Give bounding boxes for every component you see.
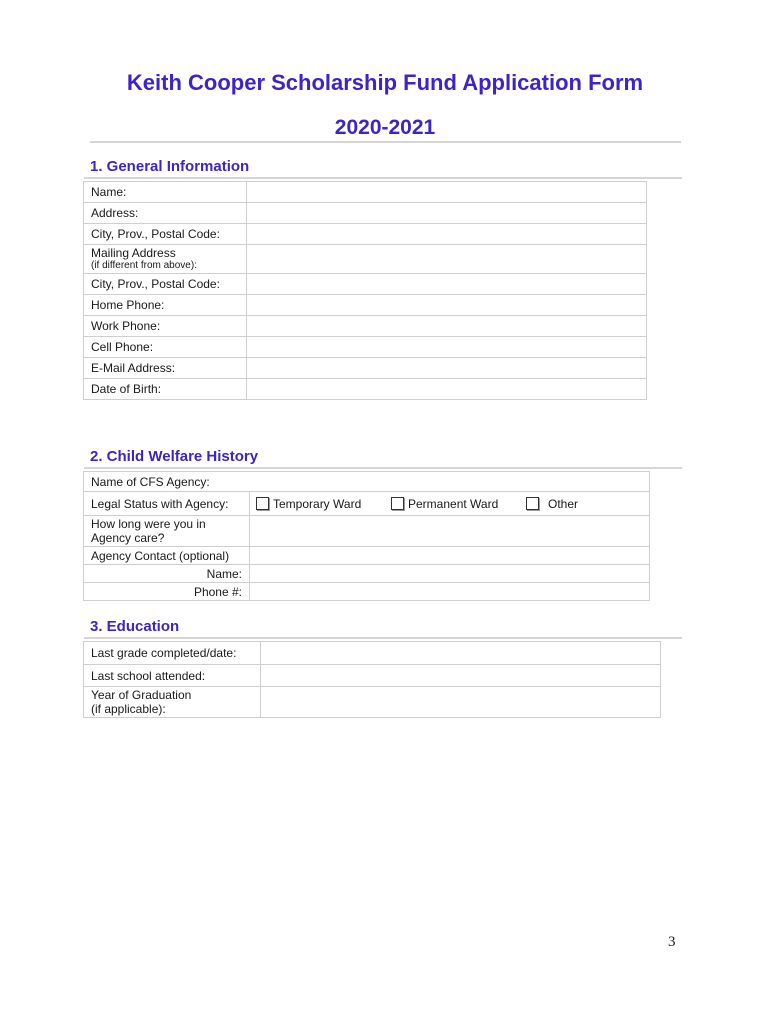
table-row bbox=[84, 583, 650, 601]
contact-phone-field[interactable] bbox=[250, 583, 650, 601]
graduation-year-field[interactable] bbox=[261, 687, 661, 718]
table-row bbox=[84, 203, 647, 224]
contact-name-field[interactable] bbox=[250, 565, 650, 583]
form-title: Keith Cooper Scholarship Fund Application Form bbox=[126, 70, 644, 95]
section-heading-welfare: 2. Child Welfare History bbox=[90, 448, 259, 465]
date-of-birth-field[interactable] bbox=[247, 379, 647, 400]
agency-contact-field[interactable] bbox=[250, 547, 650, 565]
section-divider-welfare bbox=[84, 467, 682, 469]
option-label: Other bbox=[548, 496, 579, 511]
last-grade-field[interactable] bbox=[261, 642, 661, 665]
care-duration-label bbox=[84, 516, 250, 547]
mailing-city-prov-postal-field[interactable] bbox=[247, 274, 647, 295]
table-row bbox=[84, 565, 650, 583]
field-label: Agency Contact (optional) bbox=[84, 547, 250, 565]
table-row bbox=[84, 358, 647, 379]
section-heading-education: 3. Education bbox=[90, 618, 180, 635]
field-label: Agency care? bbox=[91, 531, 165, 545]
child-welfare-table bbox=[83, 471, 650, 601]
table-row bbox=[84, 642, 661, 665]
field-label: Date of Birth: bbox=[84, 379, 247, 400]
mailing-address-label bbox=[84, 245, 247, 274]
field-label: Year of Graduation bbox=[91, 688, 192, 702]
name-field[interactable] bbox=[247, 182, 647, 203]
option-other[interactable] bbox=[526, 497, 578, 511]
other-checkbox[interactable] bbox=[526, 497, 539, 510]
form-year: 2020-2021 bbox=[334, 116, 436, 139]
home-phone-field[interactable] bbox=[247, 295, 647, 316]
cell-phone-field[interactable] bbox=[247, 337, 647, 358]
option-label: Temporary Ward bbox=[273, 496, 362, 511]
work-phone-field[interactable] bbox=[247, 316, 647, 337]
field-label: Name of CFS Agency: bbox=[84, 472, 650, 492]
page-number: 3 bbox=[668, 934, 676, 950]
table-row bbox=[84, 516, 650, 547]
table-row bbox=[84, 547, 650, 565]
option-temporary-ward[interactable] bbox=[256, 497, 391, 511]
general-information-table bbox=[83, 181, 647, 400]
education-table bbox=[83, 641, 661, 718]
field-label: Home Phone: bbox=[84, 295, 247, 316]
field-label: E-Mail Address: bbox=[84, 358, 247, 379]
field-label: Legal Status with Agency: bbox=[84, 492, 250, 516]
field-label: Last grade completed/date: bbox=[84, 642, 261, 665]
email-field[interactable] bbox=[247, 358, 647, 379]
field-label: Last school attended: bbox=[84, 665, 261, 687]
permanent-ward-checkbox[interactable] bbox=[391, 497, 404, 510]
field-label: How long were you in bbox=[91, 517, 206, 531]
option-permanent-ward[interactable] bbox=[391, 497, 526, 511]
mailing-address-field[interactable] bbox=[247, 245, 647, 274]
field-label: Name: bbox=[84, 182, 247, 203]
last-school-field[interactable] bbox=[261, 665, 661, 687]
table-row bbox=[84, 224, 647, 245]
care-duration-field[interactable] bbox=[250, 516, 650, 547]
section-divider-education bbox=[84, 637, 682, 639]
temporary-ward-checkbox[interactable] bbox=[256, 497, 269, 510]
table-row bbox=[84, 472, 650, 492]
field-note: (if applicable): bbox=[91, 702, 166, 716]
field-label: City, Prov., Postal Code: bbox=[84, 274, 247, 295]
table-row bbox=[84, 492, 650, 516]
table-row bbox=[84, 295, 647, 316]
field-note: (if different from above): bbox=[91, 260, 197, 271]
legal-status-options bbox=[250, 492, 650, 516]
field-label: Name: bbox=[84, 565, 250, 583]
table-row bbox=[84, 687, 661, 718]
address-field[interactable] bbox=[247, 203, 647, 224]
option-label: Permanent Ward bbox=[408, 496, 499, 511]
table-row bbox=[84, 337, 647, 358]
field-label: Work Phone: bbox=[84, 316, 247, 337]
table-row bbox=[84, 665, 661, 687]
city-prov-postal-field[interactable] bbox=[247, 224, 647, 245]
title-divider bbox=[90, 141, 681, 143]
field-label: Address: bbox=[84, 203, 247, 224]
table-row bbox=[84, 274, 647, 295]
field-label: Mailing Address bbox=[91, 246, 176, 260]
field-label: City, Prov., Postal Code: bbox=[84, 224, 247, 245]
table-row bbox=[84, 379, 647, 400]
table-row bbox=[84, 316, 647, 337]
section-divider-general bbox=[84, 177, 682, 179]
graduation-year-label bbox=[84, 687, 261, 718]
section-heading-general: 1. General Information bbox=[90, 158, 250, 175]
field-label: Cell Phone: bbox=[84, 337, 247, 358]
table-row bbox=[84, 182, 647, 203]
table-row bbox=[84, 245, 647, 274]
field-label: Phone #: bbox=[84, 583, 250, 601]
